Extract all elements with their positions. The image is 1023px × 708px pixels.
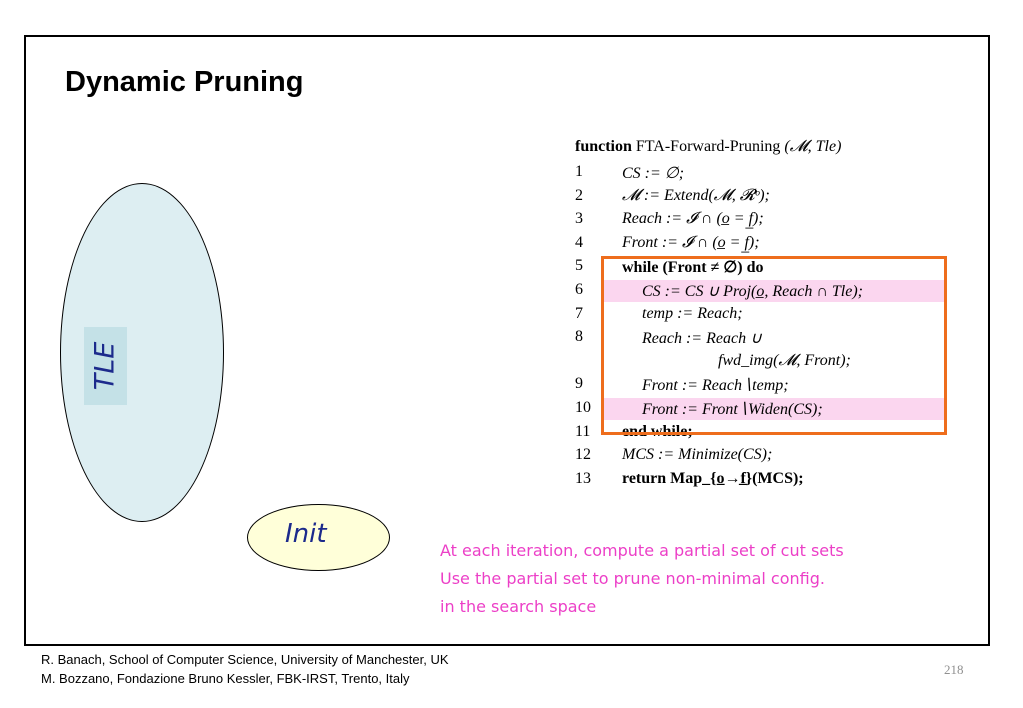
line-number: 2 bbox=[575, 186, 583, 204]
line-code: Reach := 𝓘 ∩ (o̲ = f̲); bbox=[622, 210, 764, 228]
line-code: Front := Reach∖temp; bbox=[642, 377, 789, 395]
footer-author-1: R. Banach, School of Computer Science, University of Manchester, UK bbox=[41, 652, 449, 667]
line-code: temp := Reach; bbox=[642, 304, 743, 322]
line-code: end while; bbox=[622, 422, 693, 440]
note-line-2: Use the partial set to prune non-minimal config. bbox=[440, 569, 825, 588]
line-code: MCS := Minimize(CS); bbox=[622, 446, 773, 464]
note-line-1: At each iteration, compute a partial set of cut sets bbox=[440, 541, 844, 560]
line-code: 𝓜 := Extend(𝓜, 𝓡ᵒ); bbox=[622, 186, 770, 204]
line-code: CS := CS ∪ Proj(o̲, Reach ∩ Tle); bbox=[642, 283, 863, 300]
line-number: 1 bbox=[575, 163, 583, 180]
line-number: 8 bbox=[575, 328, 583, 346]
line-code: Front := 𝓘 ∩ (o̲ = f̲); bbox=[622, 233, 760, 251]
line-code: return Map_{o̲→f̲}(MCS); bbox=[622, 469, 804, 487]
algorithm-header bbox=[575, 138, 841, 156]
line-number: 7 bbox=[575, 304, 583, 322]
function-name: FTA-Forward-Pruning bbox=[635, 138, 781, 155]
function-params: (𝓜, Tle) bbox=[784, 138, 842, 155]
line-code: CS := ∅; bbox=[622, 165, 685, 182]
note-line-3: in the search space bbox=[440, 597, 597, 616]
line-number: 9 bbox=[575, 375, 583, 393]
line-number: 10 bbox=[575, 399, 591, 416]
line-number: 5 bbox=[575, 257, 583, 275]
loop-highlight-box bbox=[601, 256, 947, 435]
page-number: 218 bbox=[944, 662, 964, 677]
line-number: 3 bbox=[575, 210, 583, 228]
line-code: while (Front ≠ ∅) do bbox=[622, 259, 764, 277]
function-keyword: function bbox=[575, 138, 632, 155]
tle-label: TLE bbox=[89, 341, 121, 391]
footer-author-2: M. Bozzano, Fondazione Bruno Kessler, FBK-IRST, Trento, Italy bbox=[41, 671, 410, 686]
line-number: 12 bbox=[575, 446, 591, 464]
line-number: 4 bbox=[575, 233, 583, 251]
slide-title: Dynamic Pruning bbox=[65, 66, 304, 98]
line-number: 13 bbox=[575, 469, 591, 487]
line-code: fwd_img(𝓜, Front); bbox=[718, 351, 851, 369]
line-number: 6 bbox=[575, 281, 583, 298]
init-label: Init bbox=[285, 519, 327, 549]
line-number: 11 bbox=[575, 422, 591, 440]
line-code: Front := Front∖Widen(CS); bbox=[642, 401, 823, 418]
line-code: Reach := Reach ∪ bbox=[642, 330, 762, 348]
